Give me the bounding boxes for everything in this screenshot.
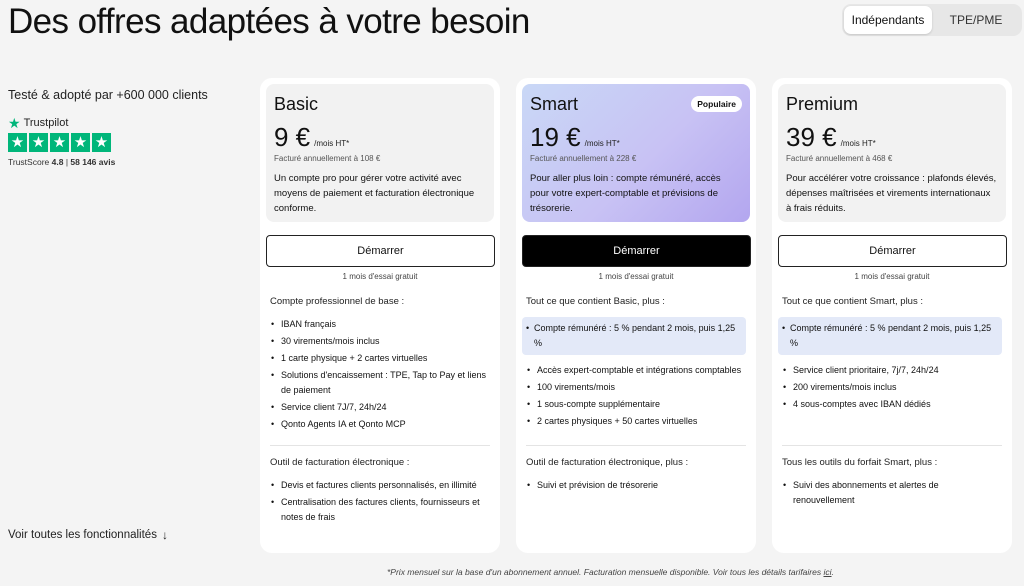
price-unit: /mois HT* bbox=[584, 139, 620, 148]
feature-item: • 1 sous-compte supplémentaire bbox=[526, 397, 746, 412]
feature-item: • 30 virements/mois inclus bbox=[270, 334, 490, 349]
price-unit: /mois HT* bbox=[840, 139, 876, 148]
plan-description: Un compte pro pour gérer votre activité avec moyens de paiement et facturation électronique conforme. bbox=[274, 173, 475, 214]
features-section bbox=[526, 296, 746, 431]
social-proof bbox=[8, 88, 208, 167]
feature-item: • Suivi des abonnements et alertes de renouvellement bbox=[782, 478, 1002, 508]
pricing-footnote bbox=[387, 567, 834, 577]
trustpilot-name: Trustpilot bbox=[23, 117, 69, 129]
trustpilot-logo[interactable] bbox=[8, 116, 208, 130]
star-icon: ★ bbox=[92, 133, 111, 152]
start-button-premium[interactable]: Démarrer bbox=[778, 235, 1007, 267]
plan-price: 9 € bbox=[274, 122, 311, 152]
feature-item: • 100 virements/mois bbox=[526, 380, 746, 395]
feature-item: • 200 virements/mois inclus bbox=[782, 380, 1002, 395]
billing-note: Facturé annuellement à 228 € bbox=[530, 154, 637, 163]
plan-card-smart bbox=[516, 78, 756, 553]
star-icon: ★ bbox=[50, 133, 69, 152]
section-title: Tous les outils du forfait Smart, plus : bbox=[782, 457, 938, 468]
feature-item-highlight: • Compte rémunéré : 5 % pendant 2 mois, puis 1,25 % bbox=[522, 317, 746, 355]
section-title: Outil de facturation électronique, plus : bbox=[526, 457, 689, 468]
pricing-details-link[interactable]: ici bbox=[823, 567, 832, 577]
see-all-features-link[interactable] bbox=[8, 528, 168, 542]
page-title: Des offres adaptées à votre besoin bbox=[8, 2, 530, 41]
plan-name: Basic bbox=[274, 94, 319, 114]
feature-item: • Centralisation des factures clients, fournisseurs et notes de frais bbox=[270, 495, 490, 525]
feature-item: • 1 carte physique + 2 cartes virtuelles bbox=[270, 351, 490, 366]
plan-header bbox=[778, 84, 1006, 222]
section-title: Tout ce que contient Smart, plus : bbox=[782, 296, 923, 307]
footnote-end: . bbox=[831, 567, 834, 577]
feature-item: • Solutions d'encaissement : TPE, Tap to Pay et liens de paiement bbox=[270, 368, 490, 398]
price-unit: /mois HT* bbox=[314, 139, 350, 148]
plan-description: Pour accélérer votre croissance : plafonds élevés, dépenses maîtrisées et virements internationaux à frais réduits. bbox=[786, 173, 997, 214]
plan-name: Premium bbox=[786, 94, 859, 114]
divider bbox=[526, 445, 746, 446]
invoicing-section bbox=[782, 457, 1002, 510]
features-section bbox=[782, 296, 1002, 414]
review-count: 58 146 avis bbox=[70, 157, 116, 167]
section-title: Tout ce que contient Basic, plus : bbox=[526, 296, 665, 307]
see-all-label: Voir toutes les fonctionnalités bbox=[8, 529, 157, 541]
trustpilot-star-icon: ★ bbox=[8, 115, 21, 131]
plan-price: 19 € bbox=[530, 122, 581, 152]
trustpilot-rating bbox=[8, 133, 208, 152]
billing-note: Facturé annuellement à 468 € bbox=[786, 154, 893, 163]
plan-description: Pour aller plus loin : compte rémunéré, accès pour votre expert-comptable et prévisions de trésorerie. bbox=[530, 173, 721, 214]
footnote-text: *Prix mensuel sur la base d'un abonnement annuel. Facturation mensuelle disponible. Voir tous les détails tarifaires bbox=[387, 567, 822, 577]
start-button-smart[interactable]: Démarrer bbox=[522, 235, 751, 267]
feature-item: • Qonto Agents IA et Qonto MCP bbox=[270, 417, 490, 432]
popular-badge: Populaire bbox=[691, 96, 742, 112]
plan-header bbox=[522, 84, 750, 222]
trial-note: 1 mois d'essai gratuit bbox=[342, 272, 418, 281]
plan-name: Smart bbox=[530, 94, 579, 114]
feature-item: • Accès expert-comptable et intégrations comptables bbox=[526, 363, 746, 378]
trial-note: 1 mois d'essai gratuit bbox=[854, 272, 930, 281]
feature-item: • Service client 7J/7, 24h/24 bbox=[270, 400, 490, 415]
arrow-down-icon: ↓ bbox=[161, 528, 168, 542]
start-button-basic[interactable]: Démarrer bbox=[266, 235, 495, 267]
feature-item: • IBAN français bbox=[270, 317, 490, 332]
star-icon: ★ bbox=[8, 133, 27, 152]
plan-card-basic bbox=[260, 78, 500, 553]
star-icon: ★ bbox=[71, 133, 90, 152]
tested-text: Testé & adopté par +600 000 clients bbox=[8, 88, 208, 102]
invoicing-section bbox=[526, 457, 746, 495]
feature-item: • Service client prioritaire, 7j/7, 24h/24 bbox=[782, 363, 1002, 378]
trustscore: TrustScore 4.8 | 58 146 avis bbox=[8, 157, 116, 167]
trustscore-value: 4.8 bbox=[51, 157, 64, 167]
features-section bbox=[270, 296, 490, 434]
feature-item: • 2 cartes physiques + 50 cartes virtuelles bbox=[526, 414, 746, 429]
toggle-independants[interactable]: Indépendants bbox=[844, 6, 932, 34]
divider bbox=[270, 445, 490, 446]
plan-price: 39 € bbox=[786, 122, 837, 152]
star-icon: ★ bbox=[29, 133, 48, 152]
feature-item-highlight: • Compte rémunéré : 5 % pendant 2 mois, puis 1,25 % bbox=[778, 317, 1002, 355]
section-title: Compte professionnel de base : bbox=[270, 296, 405, 307]
toggle-tpe-pme[interactable]: TPE/PME bbox=[949, 13, 1003, 27]
customer-type-toggle bbox=[842, 4, 1022, 36]
billing-note: Facturé annuellement à 108 € bbox=[274, 154, 381, 163]
feature-item: • Suivi et prévision de trésorerie bbox=[526, 478, 746, 493]
plan-header bbox=[266, 84, 494, 222]
invoicing-section bbox=[270, 457, 490, 527]
divider bbox=[782, 445, 1002, 446]
trial-note: 1 mois d'essai gratuit bbox=[598, 272, 674, 281]
trustscore-label: TrustScore bbox=[8, 157, 50, 167]
feature-item: • Devis et factures clients personnalisés, en illimité bbox=[270, 478, 490, 493]
feature-item: • 4 sous-comptes avec IBAN dédiés bbox=[782, 397, 1002, 412]
plan-card-premium bbox=[772, 78, 1012, 553]
section-title: Outil de facturation électronique : bbox=[270, 457, 410, 468]
